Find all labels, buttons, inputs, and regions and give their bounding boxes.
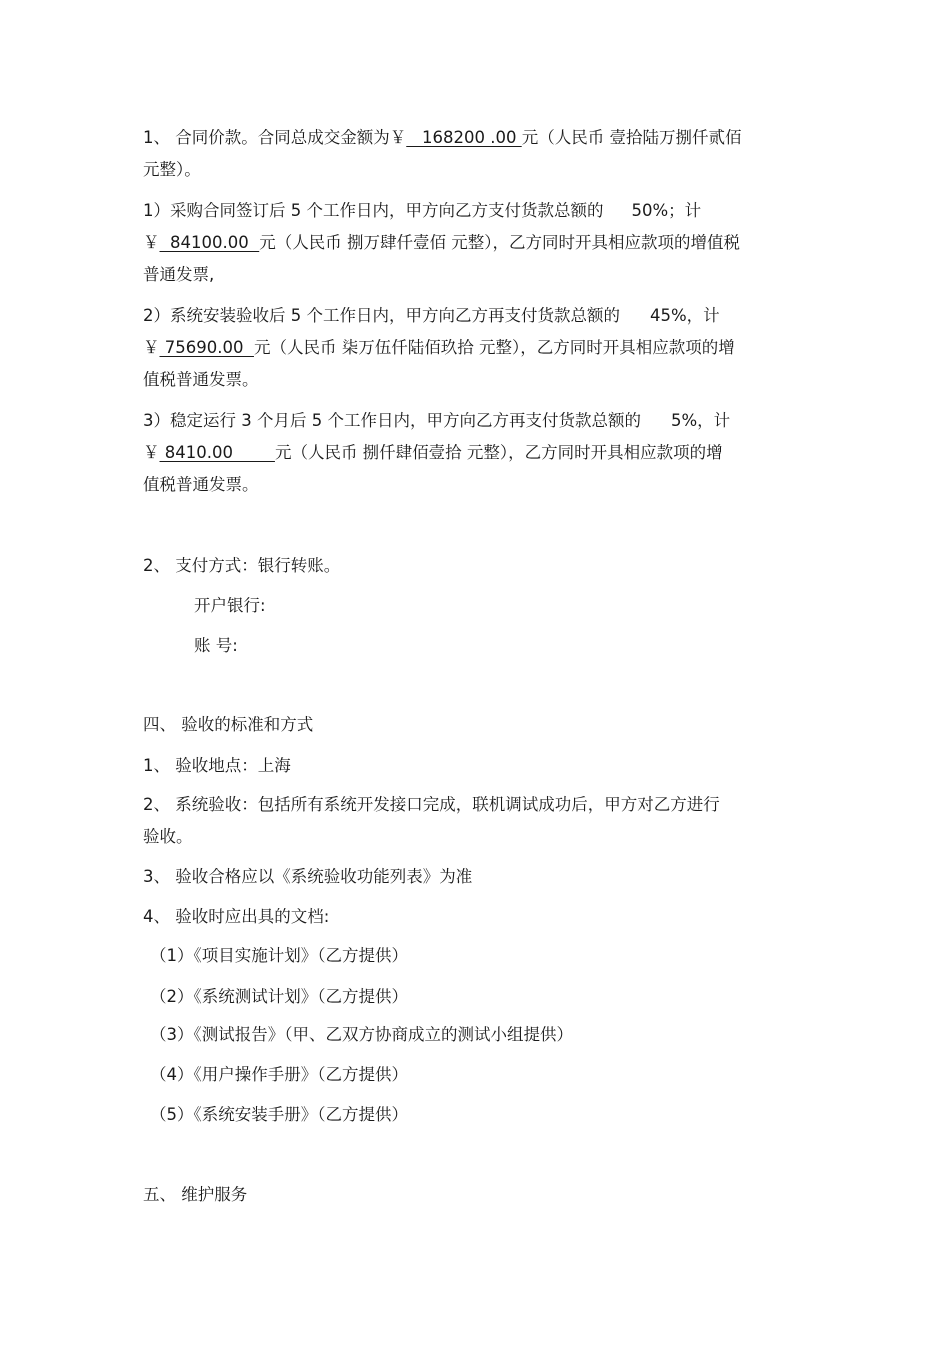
payment-3-amount: 8410.00 [159, 443, 275, 462]
doc-list-item: （1）《项目实施计划》（乙方提供） [150, 946, 408, 965]
acceptance-item-2-cont: 验收。 [143, 827, 193, 846]
bank-label: 开户银行: [194, 596, 266, 615]
contract-price-line-2: 元整）。 [143, 160, 201, 179]
payment-3-words: 元（人民币 捌仟肆佰壹拾 元整），乙方同时开具相应款项的增 [274, 443, 723, 462]
payment-3-line-2 [143, 442, 723, 464]
doc-list-item: （4）《用户操作手册》（乙方提供） [150, 1065, 408, 1084]
payment-2-line-2 [143, 337, 735, 359]
acceptance-item-3: 3、 验收合格应以《系统验收功能列表》为准 [143, 867, 473, 886]
payment-1-line [143, 200, 701, 222]
contract-price-amount: 168200 .00 [406, 128, 522, 147]
payment-1-words: 元（人民币 捌万肆仟壹佰 元整），乙方同时开具相应款项的增值税 [259, 233, 740, 252]
payment-method: 2、 支付方式：银行转账。 [143, 556, 341, 575]
payment-3-percent: 5%，计 [670, 411, 731, 430]
payment-2-line-3: 值税普通发票。 [143, 370, 259, 389]
acceptance-item-1: 1、 验收地点：上海 [143, 756, 291, 775]
account-label: 账 号: [194, 636, 238, 655]
payment-2-percent: 45%，计 [650, 306, 720, 325]
payment-2-line [143, 305, 720, 327]
payment-1-text: 1）采购合同签订后 5 个工作日内，甲方向乙方支付货款总额的 [143, 201, 604, 220]
payment-1-percent: 50%；计 [631, 201, 702, 220]
acceptance-item-4: 4、 验收时应出具的文档: [143, 907, 330, 926]
payment-2-yen: ￥ [143, 338, 160, 357]
payment-1-line-2 [143, 232, 740, 254]
doc-list-item: （2）《系统测试计划》（乙方提供） [150, 987, 408, 1006]
contract-price-words: 元（人民币 壹拾陆万捌仟贰佰 [521, 128, 742, 147]
payment-3-line-3: 值税普通发票。 [143, 475, 259, 494]
doc-list-item: （5）《系统安装手册》（乙方提供） [150, 1105, 408, 1124]
payment-2-text: 2）系统安装验收后 5 个工作日内，甲方向乙方再支付货款总额的 [143, 306, 620, 325]
payment-1-line-3: 普通发票, [143, 265, 215, 284]
payment-2-amount: 75690.00 [159, 338, 254, 357]
payment-3-yen: ￥ [143, 443, 160, 462]
contract-price-label: 1、 合同价款。合同总成交金额为￥ [143, 128, 407, 147]
payment-1-amount: 84100.00 [159, 233, 260, 252]
section-4-title: 四、 验收的标准和方式 [143, 715, 314, 734]
payment-2-words: 元（人民币 柒万伍仟陆佰玖拾 元整），乙方同时开具相应款项的增 [253, 338, 735, 357]
acceptance-item-2: 2、 系统验收：包括所有系统开发接口完成，联机调试成功后，甲方对乙方进行 [143, 795, 720, 814]
payment-1-yen: ￥ [143, 233, 160, 252]
doc-list-item: （3）《测试报告》（甲、乙双方协商成立的测试小组提供） [150, 1025, 573, 1044]
payment-3-text: 3）稳定运行 3 个月后 5 个工作日内，甲方向乙方再支付货款总额的 [143, 411, 641, 430]
section-5-title: 五、 维护服务 [143, 1185, 248, 1204]
contract-price-line [143, 127, 741, 149]
payment-3-line [143, 410, 730, 432]
